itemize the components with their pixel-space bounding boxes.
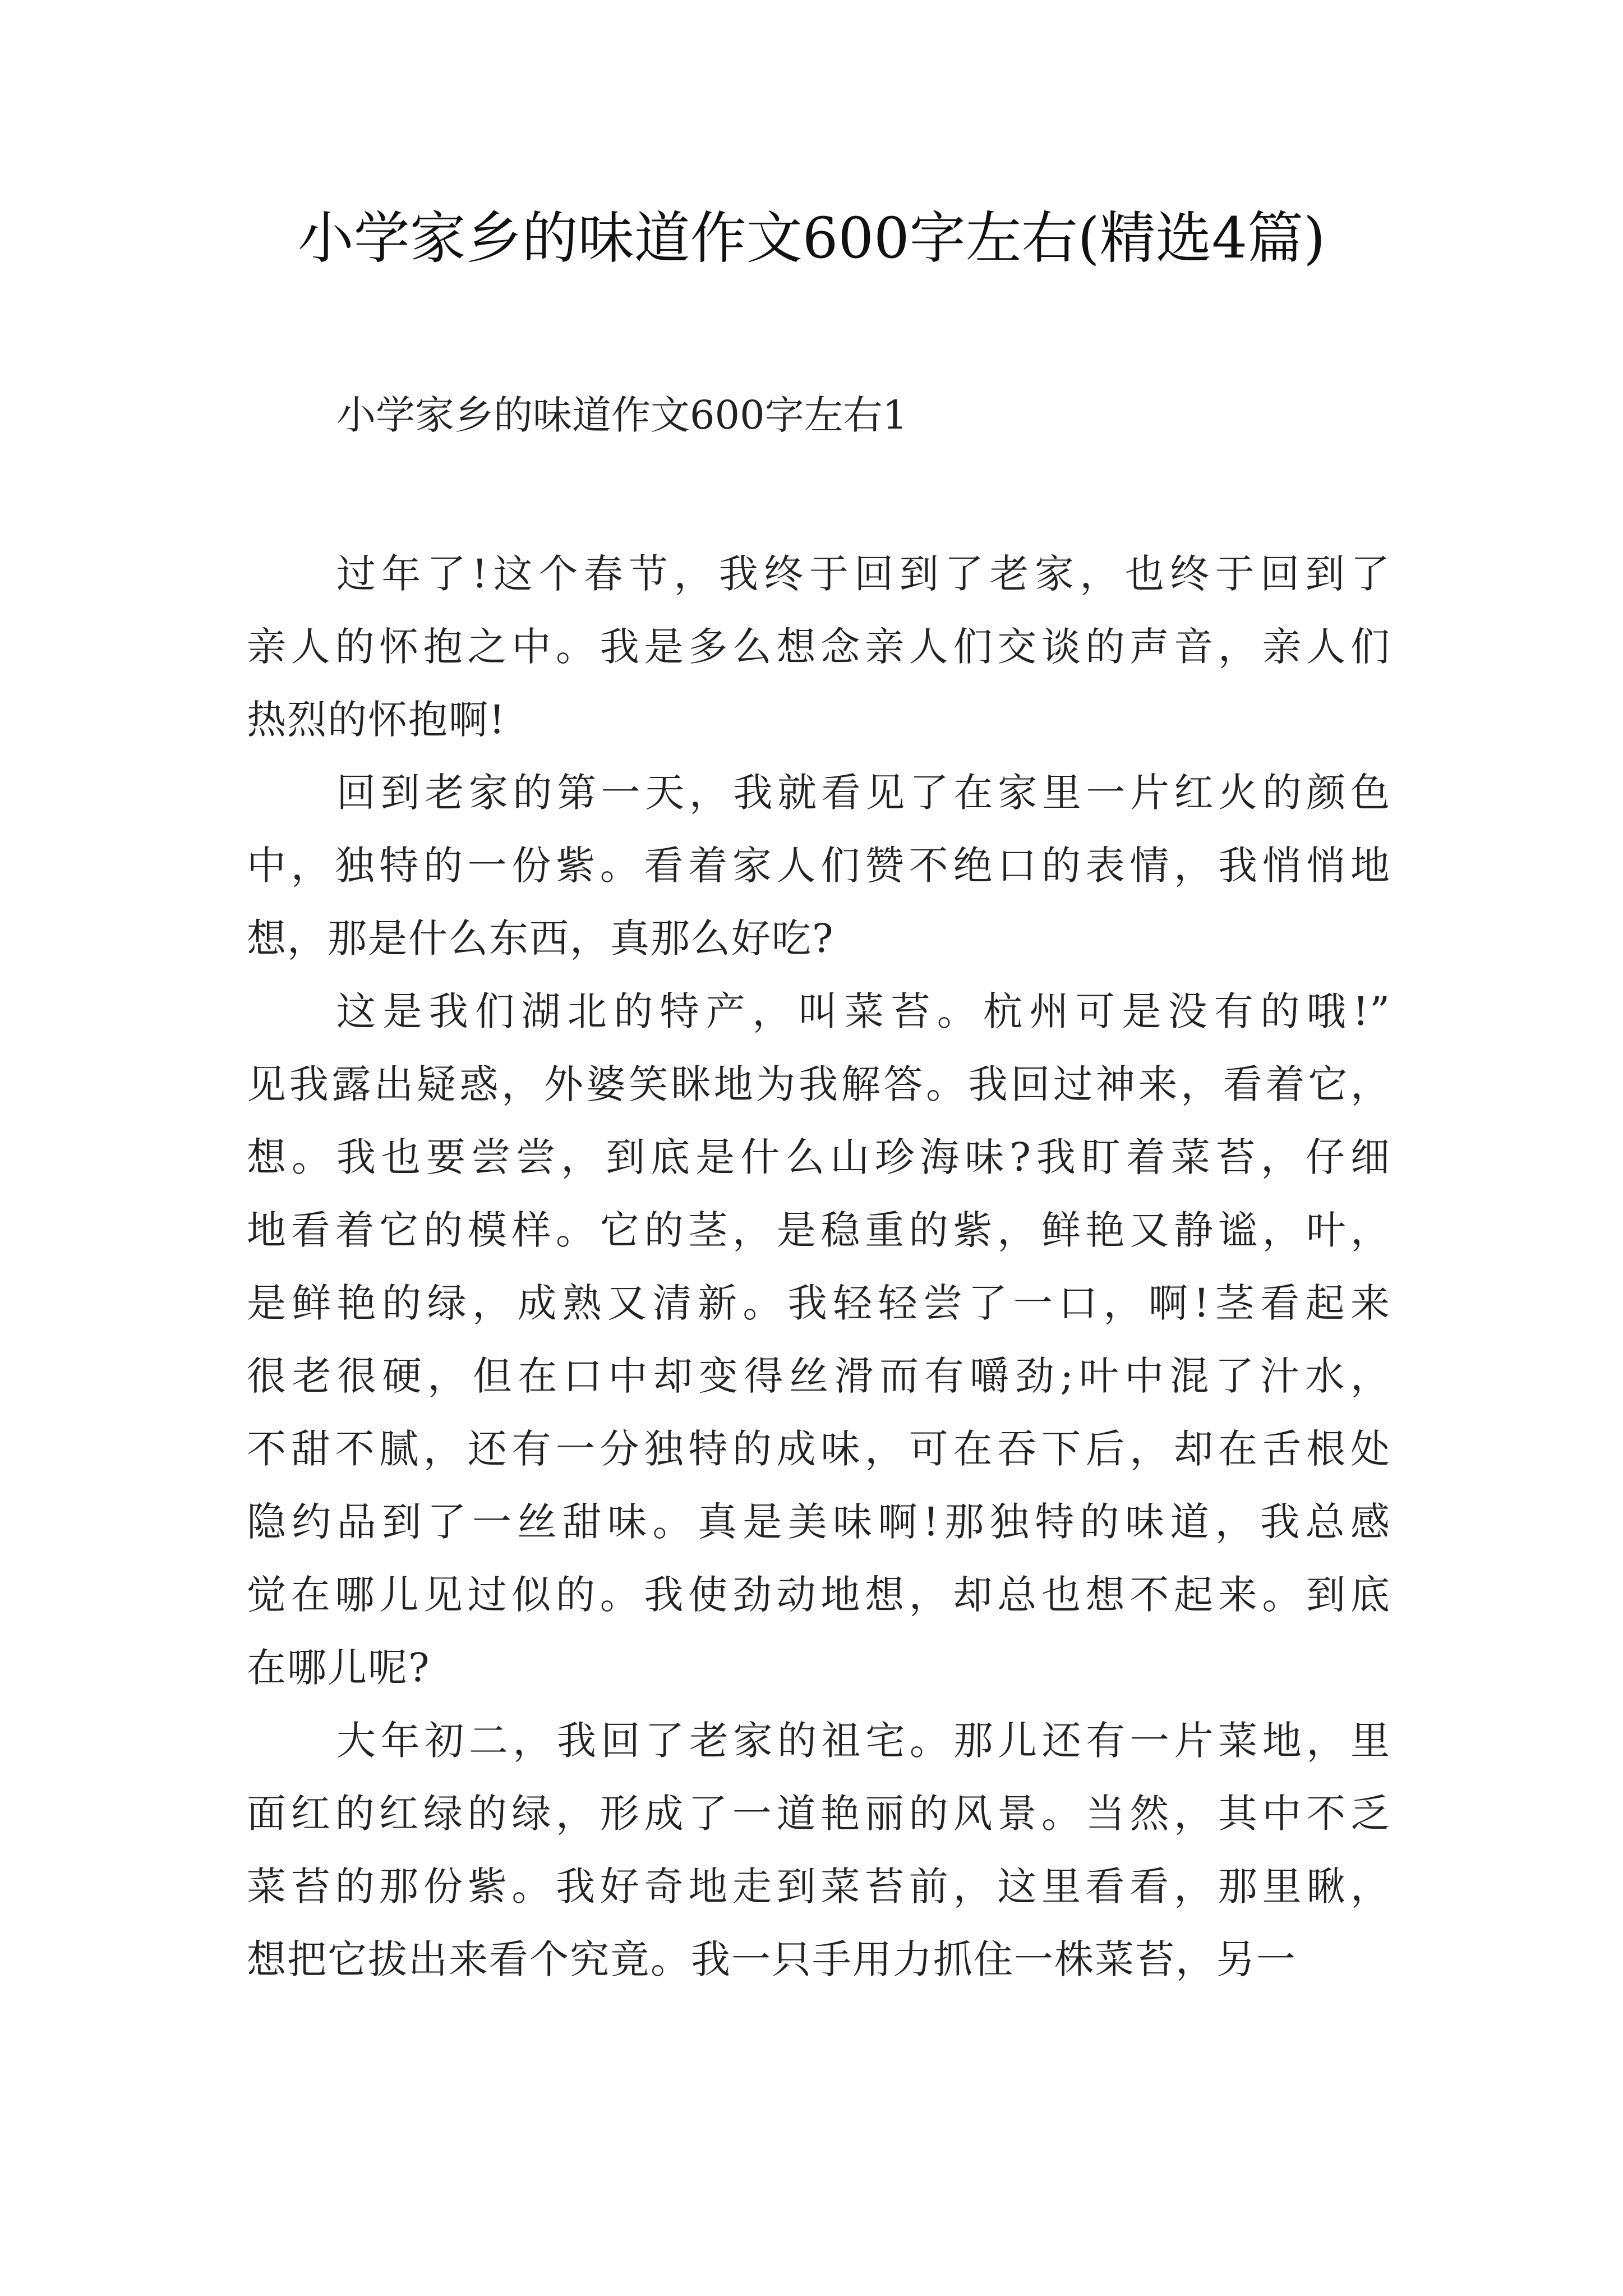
document-title: 小学家乡的味道作文600字左右(精选4篇) xyxy=(297,205,1326,271)
paragraph-line: 过年了!这个春节，我终于回到了老家，也终于回到了 xyxy=(336,551,1391,597)
paragraph-line: 是鲜艳的绿，成熟又清新。我轻轻尝了一口，啊!茎看起来 xyxy=(247,1280,1391,1326)
paragraph-line: 在哪儿呢? xyxy=(247,1645,431,1691)
paragraph-line: 很老很硬，但在口中却变得丝滑而有嚼劲;叶中混了汁水， xyxy=(247,1353,1391,1399)
document-body xyxy=(247,537,1391,1996)
paragraph-line: 想，那是什么东西，真那么好吃? xyxy=(247,915,834,961)
paragraph-line: 隐约品到了一丝甜味。真是美味啊!那独特的味道，我总感 xyxy=(247,1499,1391,1545)
paragraph xyxy=(247,975,1391,1704)
paragraph-line: 不甜不腻，还有一分独特的成味，可在吞下后，却在舌根处 xyxy=(247,1426,1391,1472)
paragraph-line: 这是我们湖北的特产，叫菜苔。杭州可是没有的哦!” xyxy=(336,988,1391,1034)
paragraph-line: 亲人的怀抱之中。我是多么想念亲人们交谈的声音，亲人们 xyxy=(247,624,1391,670)
paragraph-line: 回到老家的第一天，我就看见了在家里一片红火的颜色 xyxy=(336,770,1391,816)
section-title: 小学家乡的味道作文600字左右1 xyxy=(336,392,908,438)
paragraph xyxy=(247,537,1391,756)
paragraph-line: 想。我也要尝尝，到底是什么山珍海味?我盯着菜苔，仔细 xyxy=(247,1134,1391,1180)
paragraph-line: 热烈的怀抱啊! xyxy=(247,697,506,743)
paragraph-line: 地看着它的模样。它的茎，是稳重的紫，鲜艳又静谧，叶， xyxy=(247,1207,1391,1253)
paragraph-line: 中，独特的一份紫。看着家人们赞不绝口的表情，我悄悄地 xyxy=(247,843,1391,889)
paragraph-line: 菜苔的那份紫。我好奇地走到菜苔前，这里看看，那里瞅， xyxy=(247,1864,1391,1910)
paragraph-line: 见我露出疑惑，外婆笑眯地为我解答。我回过神来，看着它， xyxy=(247,1061,1391,1107)
paragraph xyxy=(247,1704,1391,1996)
paragraph-line: 觉在哪儿见过似的。我使劲动地想，却总也想不起来。到底 xyxy=(247,1572,1391,1618)
paragraph-line: 想把它拔出来看个究竟。我一只手用力抓住一株菜苔，另一 xyxy=(247,1936,1297,1982)
paragraph-line: 面红的红绿的绿，形成了一道艳丽的风景。当然，其中不乏 xyxy=(247,1791,1391,1837)
paragraph-line: 大年初二，我回了老家的祖宅。那儿还有一片菜地，里 xyxy=(336,1718,1391,1764)
paragraph xyxy=(247,756,1391,975)
